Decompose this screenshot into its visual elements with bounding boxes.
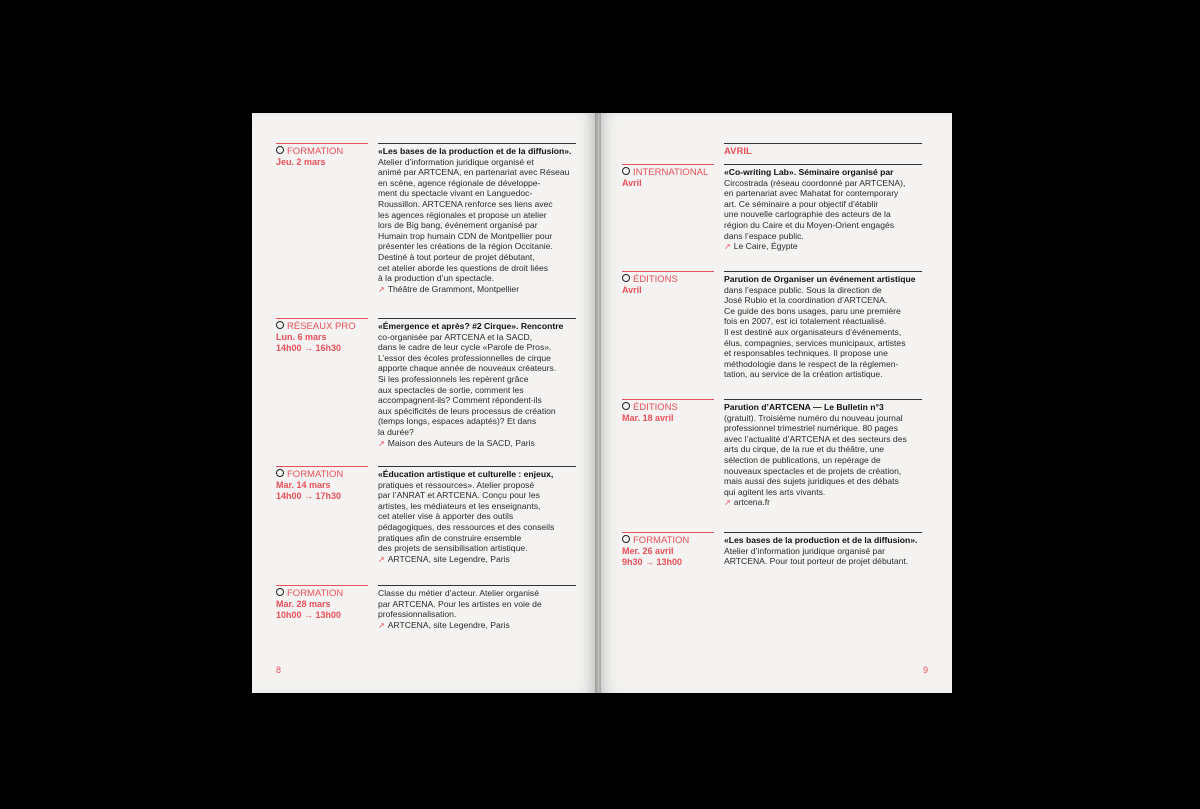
arrow-northeast-icon: ↗	[378, 284, 385, 294]
entry-meta	[622, 532, 714, 568]
left-page	[252, 113, 598, 693]
entry-meta	[622, 271, 714, 296]
entry-date: Avril	[622, 285, 642, 295]
page-number: 8	[276, 665, 282, 675]
circle-bullet-icon	[276, 146, 284, 154]
entry-text: Classe du métier d’acteur. Atelier organisé par ARTCENA. Pour les artistes en voie de professionnalisation.	[378, 588, 542, 620]
entry-body	[724, 164, 922, 253]
entry-meta	[622, 164, 714, 189]
entry-location: ↗ ARTCENA, site Legendre, Paris	[378, 619, 510, 630]
entry-text: «Émergence et après? #2 Cirque». Rencontre co-organisée par ARTCENA et la SACD, dans le cadre de leur cycle «Parole de Pros». L’essor des écoles professionnelles de cirque apporte chaque année de nouveaux créateurs. Si les professionnels les repèrent grâce aux spectacles de sortie, comment les accompagnent-ils? Comment répondent-ils aux spécificités de leurs processus de création (temps longs, espaces adaptés)? Et dans la durée?	[378, 321, 564, 437]
entry-meta	[276, 143, 368, 168]
entry-location: ↗ Théâtre de Grammont, Montpellier	[378, 283, 520, 294]
entry-text: «Éducation artistique et culturelle : enjeux, pratiques et ressources». Atelier proposé par l’ANRAT et ARTCENA. Conçu pour les artistes, les médiateurs et les enseignants, cet atelier vise à apporter des outils pédagogiques, des ressources et des conseils pratiques afin de construire ensemble des projets de sensibilisation artistique.	[378, 469, 555, 554]
entry-meta	[276, 585, 368, 621]
entry-location: ↗ ARTCENA, site Legendre, Paris	[378, 553, 510, 564]
entry-time: 14h00 → 16h30	[276, 343, 342, 353]
entry-date: Jeu. 2 mars	[276, 157, 326, 167]
entry-body	[378, 585, 576, 631]
entry-body	[378, 466, 576, 565]
month-heading	[724, 143, 922, 157]
category-label: RÉSEAUX PRO	[276, 321, 368, 332]
arrow-northeast-icon: ↗	[378, 620, 385, 630]
category-label: FORMATION	[276, 588, 368, 599]
category-label: INTERNATIONAL	[622, 167, 714, 178]
entry-date: Avril	[622, 178, 642, 188]
entry-location: ↗ Maison des Auteurs de la SACD, Paris	[378, 437, 535, 448]
entry-date: Mar. 28 mars	[276, 599, 331, 609]
category-label: FORMATION	[276, 469, 368, 480]
entry-text: Parution de Organiser un événement artistique dans l’espace public. Sous la direction de José Rubio et la coordination d’ARTCENA. Ce guide des bons usages, paru une première fois en 2007, est ici totalement réactualisé. Il est destiné aux organisateurs d’événements, élus, compagnies, services municipaux, artistes et responsables techniques. Il propose une méthodologie dans le respect de la réglemen- tation, au service de la création artistique.	[724, 274, 916, 380]
circle-bullet-icon	[622, 402, 630, 410]
entry-location: ↗ Le Caire, Égypte	[724, 241, 798, 252]
entry-body	[724, 532, 922, 567]
circle-bullet-icon	[276, 469, 284, 477]
entry-date: Mar. 18 avril	[622, 413, 674, 423]
page-number: 9	[922, 665, 928, 675]
entry-time: 14h00 → 17h30	[276, 491, 342, 501]
booklet-spread	[252, 113, 952, 693]
entry-date: Lun. 6 mars	[276, 332, 327, 342]
category-label: FORMATION	[276, 146, 368, 157]
entry-body	[724, 399, 922, 509]
entry-location: ↗ artcena.fr	[724, 497, 771, 508]
entry-time: 10h00 → 13h00	[276, 610, 342, 620]
entry-meta	[276, 466, 368, 502]
entry-body	[724, 271, 922, 380]
circle-bullet-icon	[276, 321, 284, 329]
entry-date: Mar. 14 mars	[276, 480, 331, 490]
circle-bullet-icon	[622, 274, 630, 282]
category-label: FORMATION	[622, 535, 714, 546]
entry-text: Parution d’ARTCENA — Le Bulletin n°3 (gratuit). Troisième numéro du nouveau journal professionnel trimestriel numérique. 80 pages avec l’actualité d’ARTCENA et des secteurs des arts du cirque, de la rue et du théâtre, une sélection de publications, un repérage de nouveaux spectacles et de projets de création, mais aussi des sujets juridiques et des débats qui agitent les arts vivants.	[724, 402, 907, 497]
category-label: ÉDITIONS	[622, 402, 714, 413]
entry-meta	[622, 399, 714, 424]
arrow-northeast-icon: ↗	[724, 242, 731, 252]
entry-text: «Les bases de la production et de la diffusion». Atelier d’information juridique organisé et animé par ARTCENA, en partenariat avec Réseau en scène, agence régionale de développe- ment du spectacle vivant en Languedoc- Roussillon. ARTCENA renforce ses liens avec les agences régionales et propose un atelier lors de Big bang, événement organisé par Humain trop humain CDN de Montpellier pour présenter les créations de la région Occitanie. Destiné à tout porteur de projet débutant, cet atelier aborde les questions de droit liées à la production d’un spectacle.	[378, 146, 572, 284]
entry-date: Mer. 26 avril	[622, 546, 674, 556]
month-label: AVRIL	[724, 146, 752, 157]
entry-time: 9h30 → 13h00	[622, 557, 683, 567]
circle-bullet-icon	[622, 535, 630, 543]
entry-body	[378, 318, 576, 449]
arrow-northeast-icon: ↗	[378, 438, 385, 448]
entry-body	[378, 143, 576, 295]
entry-text: «Les bases de la production et de la diffusion». Atelier d’information juridique organisé par ARTCENA. Pour tout porteur de projet débutant.	[724, 535, 918, 567]
circle-bullet-icon	[276, 588, 284, 596]
book-gutter	[595, 113, 601, 693]
entry-meta	[276, 318, 368, 354]
circle-bullet-icon	[622, 167, 630, 175]
category-label: ÉDITIONS	[622, 274, 714, 285]
right-page	[598, 113, 952, 693]
entry-text: «Co-writing Lab». Séminaire organisé par Circostrada (réseau coordonné par ARTCENA), en partenariat avec Mahatat for contemporary art. Ce séminaire a pour objectif d’établir une nouvelle cartographie des acteurs de la région du Caire et du Moyen-Orient engagés dans l’espace public.	[724, 167, 906, 241]
arrow-northeast-icon: ↗	[724, 498, 731, 508]
arrow-northeast-icon: ↗	[378, 554, 385, 564]
